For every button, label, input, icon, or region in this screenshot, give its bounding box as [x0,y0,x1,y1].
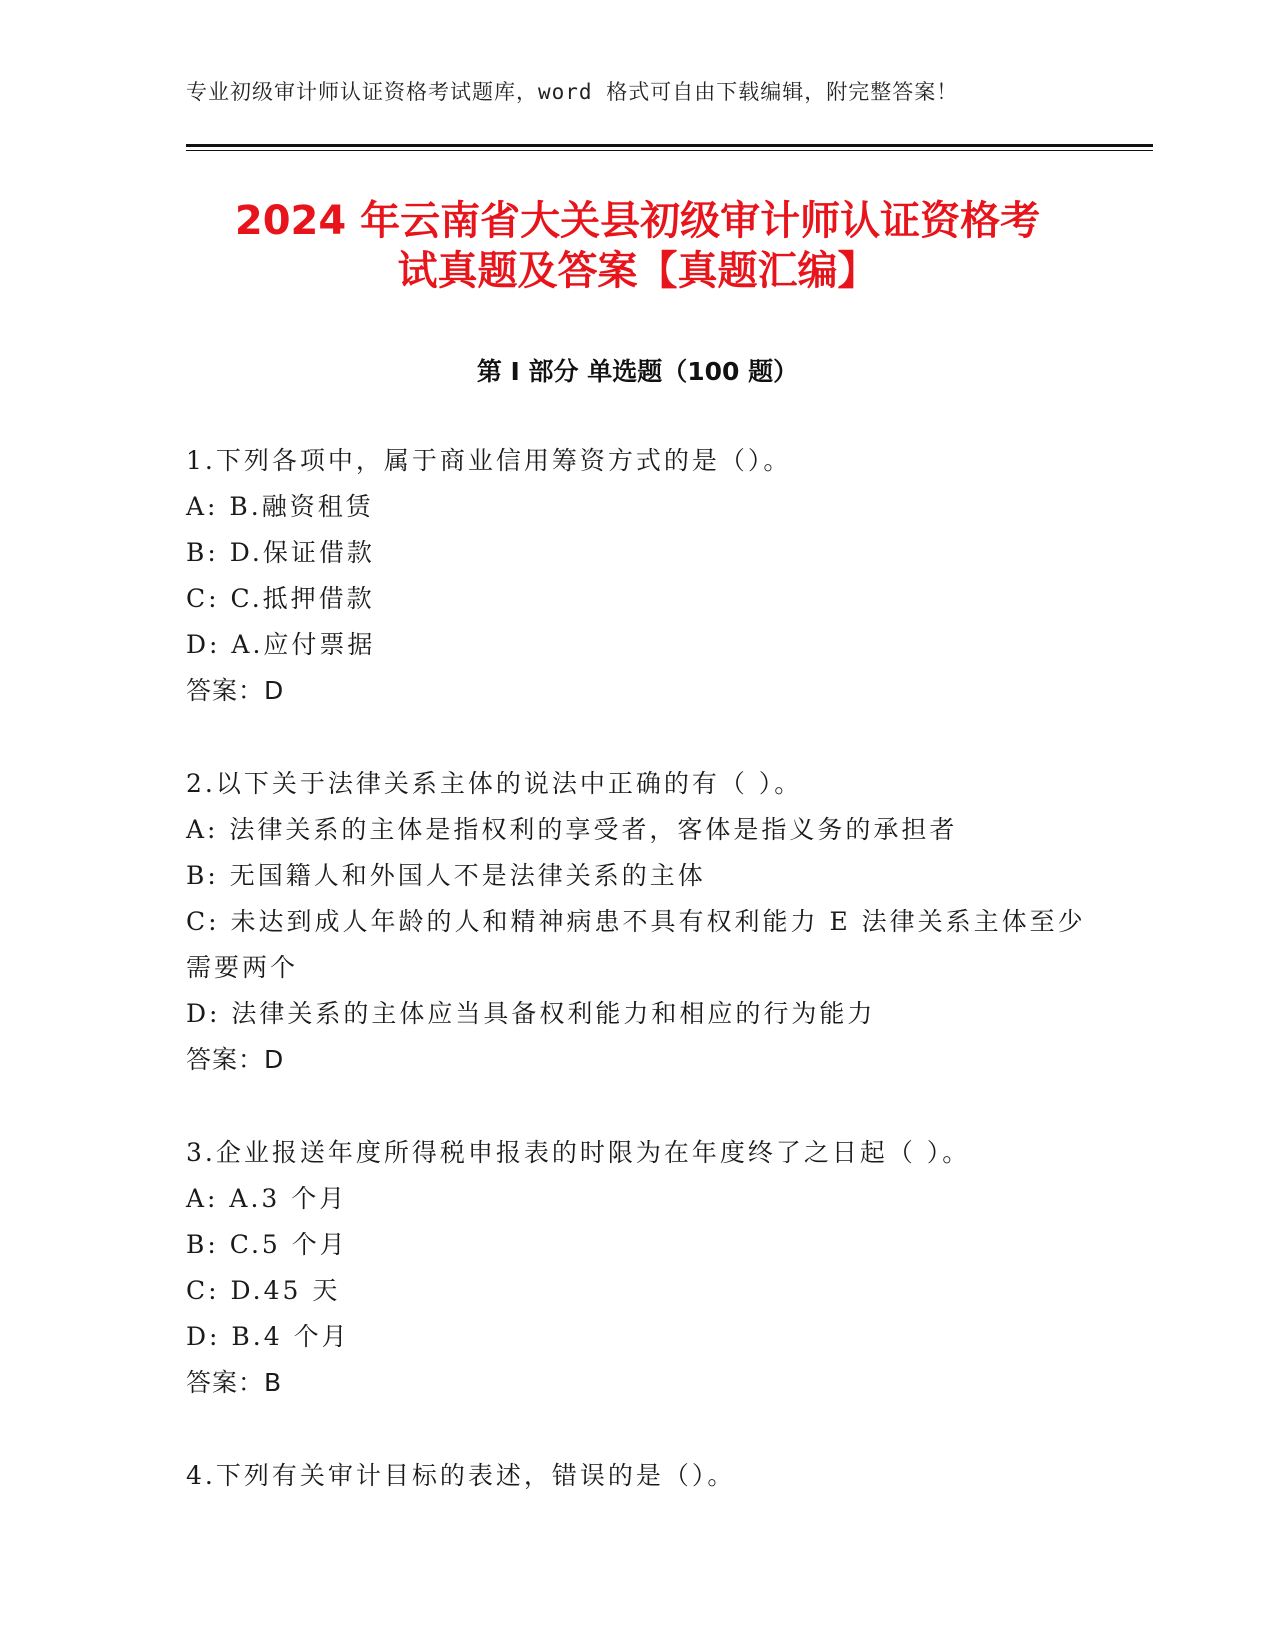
question-1 [186,438,1086,714]
option-a: A: A.3 个月 [186,1184,348,1213]
option-c: C: C.抵押借款 [186,584,375,613]
question-stem: 2.以下关于法律关系主体的说法中正确的有（ ）。 [186,769,803,798]
question-stem: 3.企业报送年度所得税申报表的时限为在年度终了之日起（ ）。 [186,1138,971,1167]
question-2 [186,761,1086,1083]
option-a: A: B.融资租赁 [186,492,374,521]
question-stem: 1.下列各项中，属于商业信用筹资方式的是（）。 [186,446,792,475]
section-title: 第 I 部分 单选题（100 题） [476,357,799,386]
option-c: C: 未达到成人年龄的人和精神病患不具有权利能力 E 法律关系主体至少需要两个 [186,907,1086,982]
question-stem: 4.下列有关审计目标的表述，错误的是（）。 [186,1461,736,1490]
title-line-1: 2024 年云南省大关县初级审计师认证资格考 [234,198,1041,244]
question-4 [186,1453,1086,1499]
header-note: 专业初级审计师认证资格考试题库，word 格式可自由下载编辑，附完整答案！ [186,80,959,104]
answer: 答案：B [186,1368,283,1397]
header-divider-thin [186,150,1153,151]
document-title [150,196,1125,296]
header-divider-thick [186,144,1153,147]
option-b: B: C.5 个月 [186,1230,348,1259]
title-line-2: 试真题及答案【真题汇编】 [397,248,878,294]
question-3 [186,1130,1086,1406]
option-b: B: D.保证借款 [186,538,375,567]
option-d: D: A.应付票据 [186,630,376,659]
option-d: D: 法律关系的主体应当具备权利能力和相应的行为能力 [186,999,876,1028]
option-c: C: D.45 天 [186,1276,341,1305]
option-b: B: 无国籍人和外国人不是法律关系的主体 [186,861,706,890]
answer: 答案：D [186,676,285,705]
option-a: A: 法律关系的主体是指权利的享受者，客体是指义务的承担者 [186,815,958,844]
option-d: D: B.4 个月 [186,1322,350,1351]
answer: 答案：D [186,1045,285,1074]
question-list [186,438,1086,1546]
